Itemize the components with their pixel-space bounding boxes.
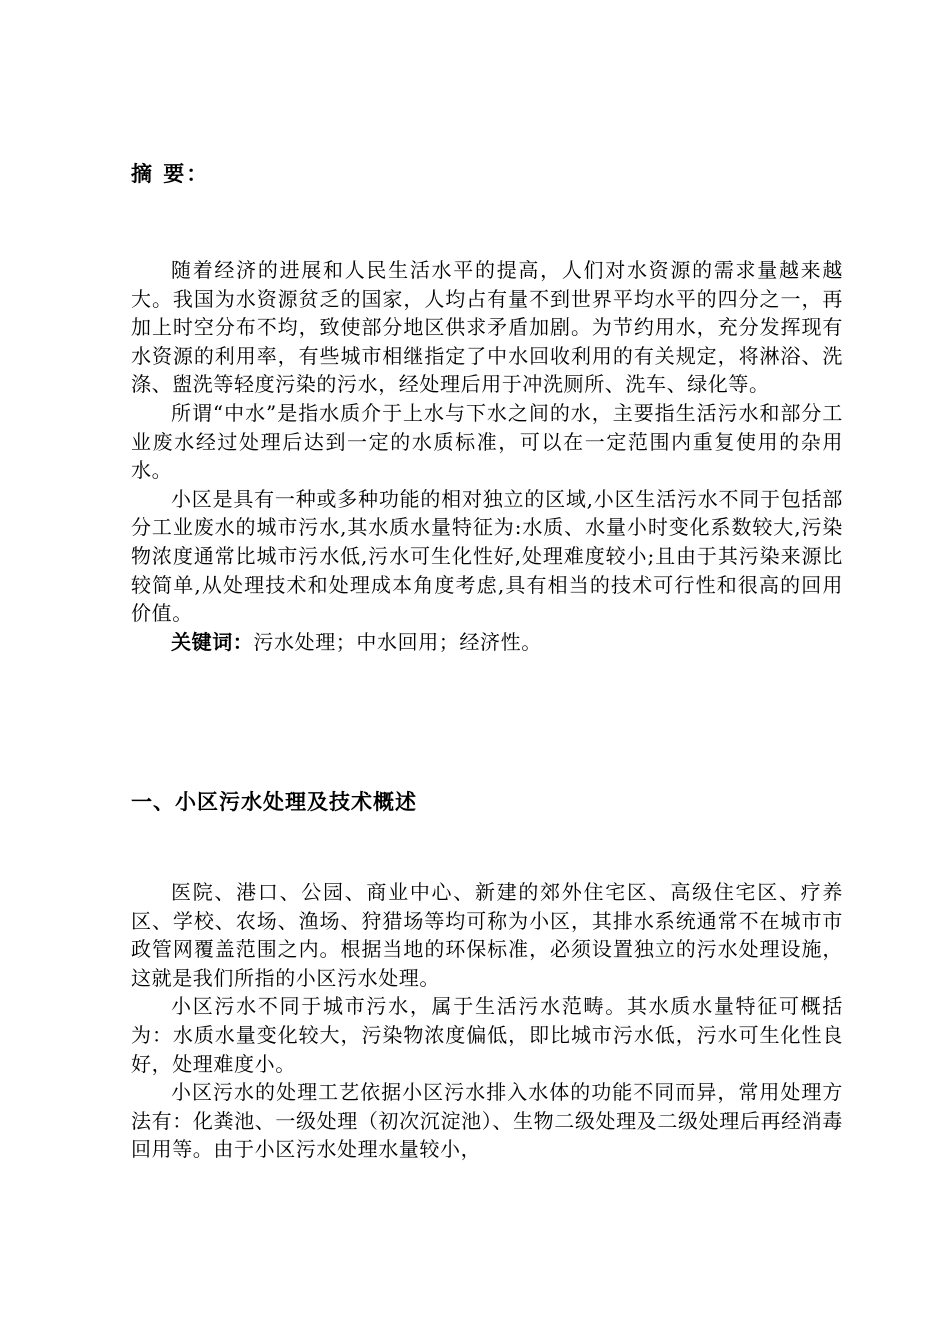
section-1-body: [131, 878, 843, 1164]
keywords-line: [131, 628, 843, 657]
section-1-title: 一、小区污水处理及技术概述: [131, 790, 417, 814]
abstract-heading: 摘 要：: [131, 162, 210, 186]
abstract-body: [131, 256, 843, 656]
keywords-text: 污水处理；中水回用；经济性。: [253, 629, 542, 654]
section-1-paragraph-2: 小区污水不同于城市污水，属于生活污水范畴。其水质水量特征可概括为：水质水量变化较大，污染物浓度偏低，即比城市污水低，污水可生化性良好，处理难度小。: [131, 994, 843, 1076]
abstract-paragraph-1: 随着经济的进展和人民生活水平的提高，人们对水资源的需求量越来越大。我国为水资源贫乏的国家，人均占有量不到世界平均水平的四分之一，再加上时空分布不均，致使部分地区供求矛盾加剧。为节约用水，充分发挥现有水资源的利用率，有些城市相继指定了中水回收利用的有关规定，将淋浴、洗涤、盥洗等轻度污染的污水，经处理后用于冲洗厕所、洗车、绿化等。: [131, 258, 843, 397]
section-1-paragraph-3: 小区污水的处理工艺依据小区污水排入水体的功能不同而异，常用处理方法有：化粪池、一级处理（初次沉淀池）、生物二级处理及二级处理后再经消毒回用等。由于小区污水处理水量较小，: [131, 1080, 843, 1162]
section-1-paragraph-1: 医院、港口、公园、商业中心、新建的郊外住宅区、高级住宅区、疗养区、学校、农场、渔场、狩猎场等均可称为小区，其排水系统通常不在城市市政管网覆盖范围之内。根据当地的环保标准，必须设置独立的污水处理设施，这就是我们所指的小区污水处理。: [131, 880, 843, 990]
abstract-paragraph-3: 小区是具有一种或多种功能的相对独立的区域,小区生活污水不同于包括部分工业废水的城市污水,其水质水量特征为:水质、水量小时变化系数较大,污染物浓度通常比城市污水低,污水可生化性好,处理难度较小;且由于其污染来源比较简单,从处理技术和处理成本角度考虑,具有相当的技术可行性和很高的回用价值。: [131, 486, 843, 626]
abstract-paragraph-2: 所谓“中水”是指水质介于上水与下水之间的水，主要指生活污水和部分工业废水经过处理后达到一定的水质标准，可以在一定范围内重复使用的杂用水。: [131, 400, 843, 483]
keywords-label: 关键词：: [171, 629, 254, 654]
